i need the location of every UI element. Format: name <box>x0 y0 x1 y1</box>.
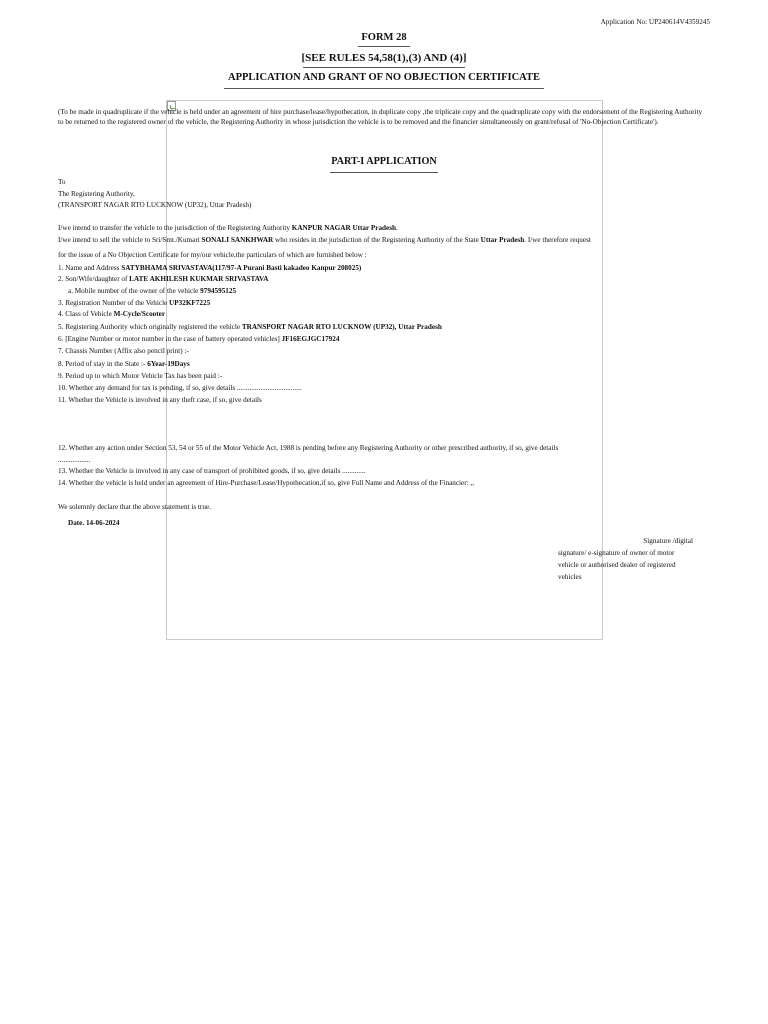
form-rules-underline <box>303 67 465 68</box>
address-authority: The Registering Authority, <box>58 190 135 198</box>
sell-intent: I/we intend to sell the vehicle to Sri/Smt./Kumari SONALI SANKHWAR who resides in the jurisdiction of the Registering Authority of the State Uttar Pradesh. I/we therefore request <box>58 236 591 244</box>
part-heading: PART-I APPLICATION <box>331 156 437 167</box>
form-title: FORM 28 <box>361 32 407 43</box>
application-number: Application No: UP240614V4359245 <box>600 18 710 26</box>
item-9: 9. Period up to which Motor Vehicle Tax has been paid :- <box>58 372 223 380</box>
item-12: 12. Whether any action under Section 53, 54 or 55 of the Motor Vehicle Act, 1988 is pending before any Registering Authority or other prescribed authority, if so, give details <box>58 444 559 452</box>
item-4: 4. Class of Vehicle M-Cycle/Scooter <box>58 310 166 318</box>
item-1: 1. Name and Address SATYBHAMA SRIVASTAVA(117/97-A Purani Basti kakadeo Kanpur 208025) <box>58 264 362 272</box>
address-to: To <box>58 178 66 186</box>
item-12-dots: .................. <box>58 456 91 464</box>
item-8: 8. Period of stay in the State :- 6Year-19Days <box>58 360 190 368</box>
signature-line-1: Signature /digital <box>643 537 693 545</box>
part-heading-underline <box>330 172 438 173</box>
item-2a: a. Mobile number of the owner of the vehicle 9794595125 <box>68 287 237 295</box>
request-line: for the issue of a No Objection Certificate for my/our vehicle,the particulars of which are furnished below : <box>58 251 367 259</box>
item-11: 11. Whether the Vehicle is involved in any theft case, if so, give details <box>58 396 262 404</box>
item-3: 3. Registration Number of the Vehicle UP32KF7225 <box>58 299 211 307</box>
signature-line-3: vehicle or authorised dealer of registered <box>558 561 676 569</box>
form-heading: APPLICATION AND GRANT OF NO OBJECTION CERTIFICATE <box>228 72 540 83</box>
form-heading-underline <box>224 88 544 89</box>
document-frame <box>166 100 603 640</box>
address-office: (TRANSPORT NAGAR RTO LUCKNOW (UP32), Uttar Pradesh) <box>58 201 252 209</box>
item-7: 7. Chassis Number (Affix also pencil print) :- <box>58 347 189 355</box>
form-title-underline <box>358 46 410 47</box>
form-rules: [SEE RULES 54,58(1),(3) AND (4)] <box>301 52 467 64</box>
item-2: 2. Son/Wife/daughter of LATE AKHILESH KUKMAR SRIVASTAVA <box>58 275 269 283</box>
intro-paragraph: (To be made in quadruplicate if the vehicle is held under an agreement of hire purchase/lease/hypothecation, in duplicate copy ,the triplicate copy and the quadruplicate copy with the endorsement of the Registering Authority to be returned to the registered owner of the vehicle, the Registering Authority in whose jurisdiction the vehicle is to be removed and the financier simultaneously on grant/refusal of 'No-Objection Certificate'). <box>58 108 703 127</box>
transfer-intent: I/we intend to transfer the vehicle to the jurisdiction of the Registering Authority KANPUR NAGAR Uttar Pradesh. <box>58 224 398 232</box>
signature-line-4: vehicles <box>558 573 582 581</box>
application-date: Date. 14-06-2024 <box>68 519 120 527</box>
item-13: 13. Whether the Vehicle is involved in any case of transport of prohibited goods, if so, give details ............. <box>58 467 366 475</box>
declaration: We solemnly declare that the above statement is true. <box>58 503 211 511</box>
item-14: 14. Whether the vehicle is held under an agreement of Hire-Purchase/Lease/Hypothecation,if so, give Full Name and Address of the Financier: ,, <box>58 479 475 487</box>
signature-line-2: signature/ e-signature of owner of motor <box>558 549 675 557</box>
item-10: 10. Whether any demand for tax is pending, if so, give details .................................... <box>58 384 302 392</box>
item-6: 6. [Engine Number or motor number in the case of battery operated vehicles] JF16EGJGC17924 <box>58 335 340 343</box>
item-5: 5. Registering Authority which originally registered the vehicle TRANSPORT NAGAR RTO LUCKNOW (UP32), Uttar Pradesh <box>58 323 442 331</box>
